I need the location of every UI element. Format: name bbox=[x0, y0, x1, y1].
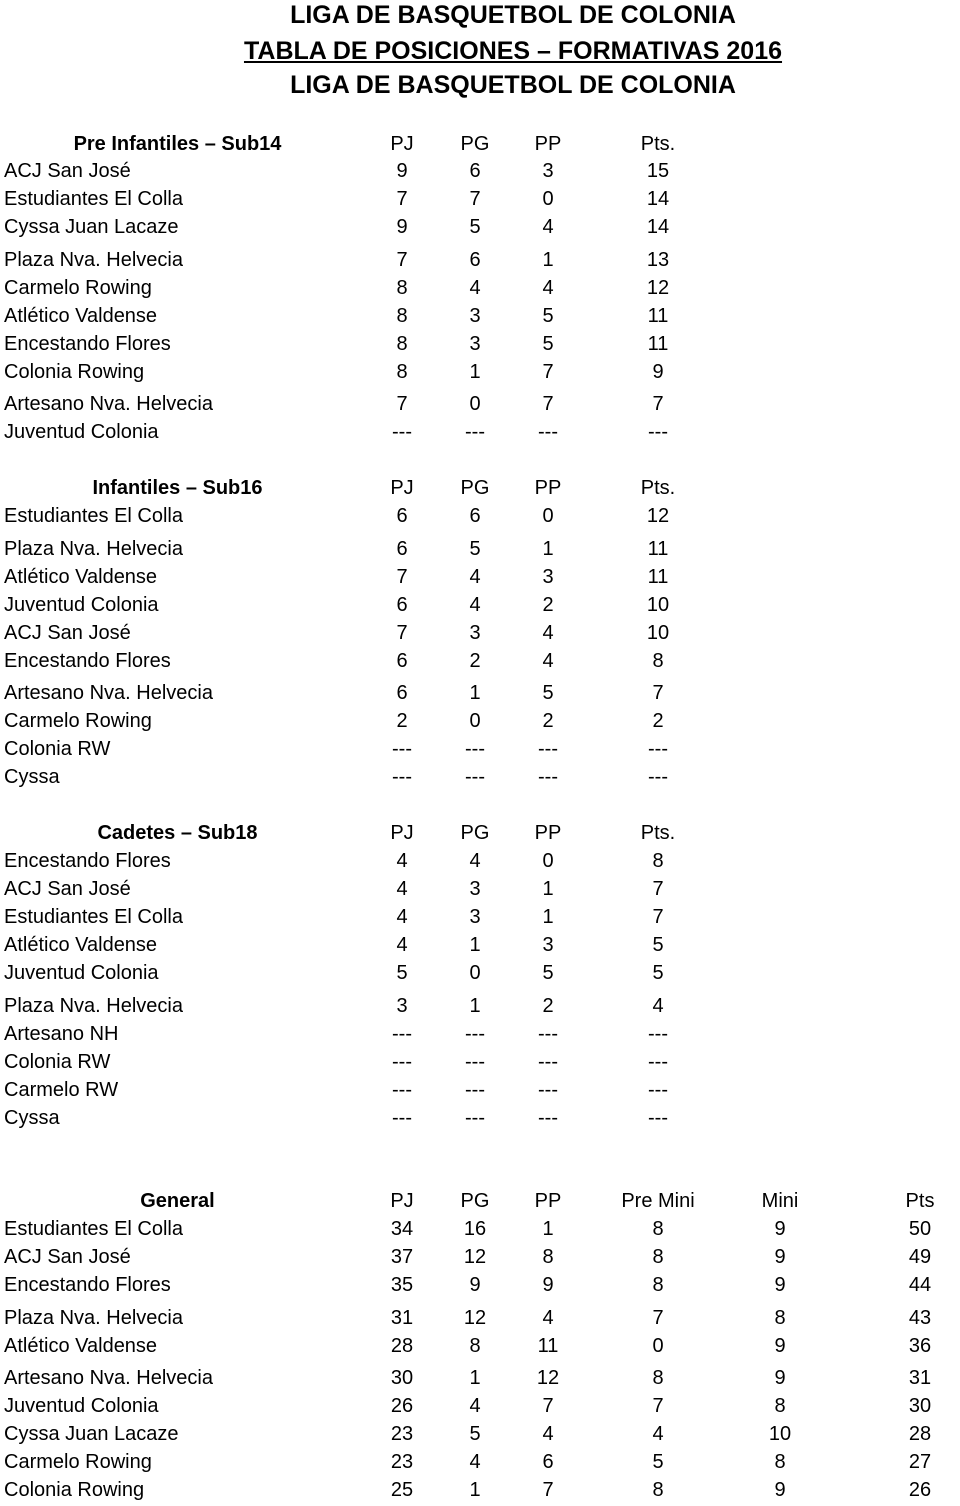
stat-cell: 3 bbox=[469, 878, 481, 900]
column-header: Pts bbox=[905, 1190, 935, 1212]
stat-cell: 1 bbox=[469, 1367, 481, 1389]
column-header: PP bbox=[534, 822, 562, 844]
stat-cell: 4 bbox=[542, 277, 554, 299]
column-header: PJ bbox=[390, 1190, 414, 1212]
section-header bbox=[0, 130, 960, 158]
table-row bbox=[0, 330, 960, 358]
table-row bbox=[0, 390, 960, 418]
stat-cell: 5 bbox=[652, 934, 664, 956]
stat-cell: 4 bbox=[469, 1451, 481, 1473]
table-row bbox=[0, 358, 960, 386]
stat-cell: --- bbox=[392, 1023, 412, 1045]
team-name: Plaza Nva. Helvecia bbox=[4, 1307, 183, 1329]
stat-cell: 11 bbox=[647, 333, 669, 355]
column-header: PJ bbox=[390, 133, 414, 155]
stat-cell: 0 bbox=[469, 393, 481, 415]
stat-cell: 7 bbox=[652, 1307, 664, 1329]
stat-cell: 4 bbox=[469, 566, 481, 588]
stat-cell: --- bbox=[465, 1023, 485, 1045]
team-name: Artesano Nva. Helvecia bbox=[4, 1367, 213, 1389]
team-name: Carmelo RW bbox=[4, 1079, 119, 1101]
table-row bbox=[0, 157, 960, 185]
stat-cell: 4 bbox=[396, 878, 408, 900]
stat-cell: 0 bbox=[652, 1335, 664, 1357]
stat-cell: 3 bbox=[542, 934, 554, 956]
stat-cell: 28 bbox=[908, 1423, 932, 1445]
stat-cell: 8 bbox=[396, 333, 408, 355]
stat-cell: 26 bbox=[390, 1395, 414, 1417]
stat-cell: 30 bbox=[390, 1367, 414, 1389]
stat-cell: 11 bbox=[537, 1335, 559, 1357]
stat-cell: 0 bbox=[542, 850, 554, 872]
stat-cell: 2 bbox=[652, 710, 664, 732]
stat-cell: 10 bbox=[768, 1423, 792, 1445]
column-header: PP bbox=[534, 1190, 562, 1212]
stat-cell: --- bbox=[538, 1023, 558, 1045]
stat-cell: 9 bbox=[774, 1274, 786, 1296]
stat-cell: 14 bbox=[646, 188, 670, 210]
team-name: Cyssa bbox=[4, 1107, 60, 1129]
stat-cell: 23 bbox=[390, 1451, 414, 1473]
stat-cell: --- bbox=[538, 421, 558, 443]
column-header: PP bbox=[534, 477, 562, 499]
stat-cell: 1 bbox=[542, 1218, 554, 1240]
table-row bbox=[0, 931, 960, 959]
standings-title: TABLA DE POSICIONES – FORMATIVAS 2016 bbox=[243, 37, 783, 65]
stat-cell: 1 bbox=[542, 878, 554, 900]
stat-cell: 6 bbox=[542, 1451, 554, 1473]
table-row bbox=[0, 246, 960, 274]
table-row bbox=[0, 875, 960, 903]
section-header bbox=[0, 1187, 960, 1215]
stat-cell: 12 bbox=[646, 505, 670, 527]
league-title: LIGA DE BASQUETBOL DE COLONIA bbox=[290, 1, 736, 29]
stat-cell: 0 bbox=[469, 710, 481, 732]
stat-cell: 28 bbox=[390, 1335, 414, 1357]
stat-cell: 9 bbox=[774, 1367, 786, 1389]
stat-cell: 3 bbox=[469, 622, 481, 644]
stat-cell: 7 bbox=[542, 1479, 554, 1501]
table-row bbox=[0, 1243, 960, 1271]
stat-cell: 7 bbox=[652, 906, 664, 928]
table-row bbox=[0, 763, 960, 791]
team-name: Juventud Colonia bbox=[4, 1395, 159, 1417]
table-row bbox=[0, 1271, 960, 1299]
stat-cell: --- bbox=[465, 421, 485, 443]
stat-cell: 25 bbox=[390, 1479, 414, 1501]
stat-cell: --- bbox=[392, 1107, 412, 1129]
table-row bbox=[0, 1364, 960, 1392]
table-row bbox=[0, 992, 960, 1020]
team-name: Plaza Nva. Helvecia bbox=[4, 995, 183, 1017]
stat-cell: --- bbox=[465, 1107, 485, 1129]
team-name: ACJ San José bbox=[4, 160, 131, 182]
team-name: Plaza Nva. Helvecia bbox=[4, 538, 183, 560]
stat-cell: 7 bbox=[396, 393, 408, 415]
table-row bbox=[0, 535, 960, 563]
team-name: Juventud Colonia bbox=[4, 962, 159, 984]
stat-cell: 3 bbox=[542, 160, 554, 182]
stat-cell: 5 bbox=[542, 333, 554, 355]
stat-cell: --- bbox=[392, 738, 412, 760]
stat-cell: 5 bbox=[652, 962, 664, 984]
team-name: Carmelo Rowing bbox=[4, 277, 152, 299]
stat-cell: 1 bbox=[469, 995, 481, 1017]
table-row bbox=[0, 847, 960, 875]
stat-cell: 1 bbox=[469, 682, 481, 704]
stat-cell: --- bbox=[392, 1051, 412, 1073]
stat-cell: 5 bbox=[469, 216, 481, 238]
team-name: Atlético Valdense bbox=[4, 305, 158, 327]
stat-cell: 4 bbox=[652, 995, 664, 1017]
table-row bbox=[0, 591, 960, 619]
stat-cell: --- bbox=[465, 1079, 485, 1101]
table-row bbox=[0, 274, 960, 302]
stat-cell: 4 bbox=[469, 1395, 481, 1417]
table-row bbox=[0, 707, 960, 735]
stat-cell: --- bbox=[465, 1051, 485, 1073]
stat-cell: 6 bbox=[396, 538, 408, 560]
stat-cell: 4 bbox=[652, 1423, 664, 1445]
section-title: Infantiles – Sub16 bbox=[92, 477, 263, 499]
table-row bbox=[0, 903, 960, 931]
table-row bbox=[0, 1104, 960, 1132]
stat-cell: 5 bbox=[542, 305, 554, 327]
team-name: Estudiantes El Colla bbox=[4, 505, 183, 527]
section-title: General bbox=[140, 1190, 215, 1212]
stat-cell: 12 bbox=[646, 277, 670, 299]
section-title: Pre Infantiles – Sub14 bbox=[73, 133, 282, 155]
stat-cell: --- bbox=[392, 1079, 412, 1101]
stat-cell: 4 bbox=[542, 216, 554, 238]
stat-cell: 1 bbox=[542, 249, 554, 271]
stat-cell: 5 bbox=[542, 682, 554, 704]
team-name: Encestando Flores bbox=[4, 333, 171, 355]
stat-cell: --- bbox=[648, 1023, 668, 1045]
stat-cell: 8 bbox=[652, 850, 664, 872]
stat-cell: 16 bbox=[463, 1218, 487, 1240]
stat-cell: 1 bbox=[542, 538, 554, 560]
stat-cell: 7 bbox=[542, 361, 554, 383]
stat-cell: 8 bbox=[396, 277, 408, 299]
team-name: Encestando Flores bbox=[4, 650, 171, 672]
stat-cell: 8 bbox=[652, 1246, 664, 1268]
column-header: Pre Mini bbox=[621, 1190, 695, 1212]
stat-cell: 12 bbox=[463, 1246, 487, 1268]
section-title: Cadetes – Sub18 bbox=[97, 822, 258, 844]
stat-cell: 6 bbox=[469, 505, 481, 527]
section-header bbox=[0, 474, 960, 502]
stat-cell: 4 bbox=[469, 594, 481, 616]
table-row bbox=[0, 1076, 960, 1104]
team-name: Colonia Rowing bbox=[4, 361, 145, 383]
stat-cell: --- bbox=[648, 1051, 668, 1073]
column-header: PP bbox=[534, 133, 562, 155]
column-header: Pts. bbox=[640, 822, 676, 844]
stat-cell: 11 bbox=[647, 305, 669, 327]
stat-cell: 5 bbox=[542, 962, 554, 984]
team-name: Juventud Colonia bbox=[4, 421, 159, 443]
team-name: Juventud Colonia bbox=[4, 594, 159, 616]
stat-cell: 4 bbox=[396, 850, 408, 872]
stat-cell: 9 bbox=[774, 1479, 786, 1501]
stat-cell: 1 bbox=[469, 1479, 481, 1501]
stat-cell: 6 bbox=[469, 160, 481, 182]
stat-cell: --- bbox=[648, 1107, 668, 1129]
table-row bbox=[0, 1392, 960, 1420]
stat-cell: 4 bbox=[542, 650, 554, 672]
stat-cell: --- bbox=[465, 738, 485, 760]
stat-cell: 8 bbox=[652, 1367, 664, 1389]
stat-cell: 2 bbox=[469, 650, 481, 672]
stat-cell: 7 bbox=[396, 249, 408, 271]
stat-cell: 2 bbox=[396, 710, 408, 732]
stat-cell: 8 bbox=[652, 1274, 664, 1296]
stat-cell: 4 bbox=[396, 906, 408, 928]
stat-cell: 49 bbox=[908, 1246, 932, 1268]
table-row bbox=[0, 1048, 960, 1076]
stat-cell: 26 bbox=[908, 1479, 932, 1501]
stat-cell: 5 bbox=[396, 962, 408, 984]
team-name: Artesano NH bbox=[4, 1023, 119, 1045]
section-header bbox=[0, 819, 960, 847]
table-row bbox=[0, 1448, 960, 1476]
stat-cell: 12 bbox=[463, 1307, 487, 1329]
stat-cell: 4 bbox=[396, 934, 408, 956]
stat-cell: 4 bbox=[542, 1307, 554, 1329]
table-row bbox=[0, 502, 960, 530]
table-row bbox=[0, 1332, 960, 1360]
stat-cell: 7 bbox=[396, 622, 408, 644]
column-header: Pts. bbox=[640, 133, 676, 155]
stat-cell: 0 bbox=[542, 505, 554, 527]
table-row bbox=[0, 1304, 960, 1332]
stat-cell: 6 bbox=[469, 249, 481, 271]
table-row bbox=[0, 1476, 960, 1504]
team-name: Atlético Valdense bbox=[4, 934, 158, 956]
stat-cell: 1 bbox=[542, 906, 554, 928]
team-name: Carmelo Rowing bbox=[4, 1451, 152, 1473]
column-header: Mini bbox=[761, 1190, 799, 1212]
stat-cell: 31 bbox=[390, 1307, 414, 1329]
stat-cell: 8 bbox=[652, 1218, 664, 1240]
stat-cell: 8 bbox=[542, 1246, 554, 1268]
table-row bbox=[0, 418, 960, 446]
stat-cell: 7 bbox=[652, 393, 664, 415]
stat-cell: 6 bbox=[396, 505, 408, 527]
team-name: ACJ San José bbox=[4, 878, 131, 900]
table-row bbox=[0, 563, 960, 591]
team-name: Estudiantes El Colla bbox=[4, 1218, 183, 1240]
team-name: Plaza Nva. Helvecia bbox=[4, 249, 183, 271]
stat-cell: 6 bbox=[396, 650, 408, 672]
team-name: Artesano Nva. Helvecia bbox=[4, 393, 213, 415]
stat-cell: 4 bbox=[542, 622, 554, 644]
table-row bbox=[0, 1215, 960, 1243]
table-row bbox=[0, 647, 960, 675]
stat-cell: 3 bbox=[396, 995, 408, 1017]
team-name: Atlético Valdense bbox=[4, 566, 158, 588]
table-row bbox=[0, 213, 960, 241]
stat-cell: --- bbox=[648, 1079, 668, 1101]
stat-cell: 9 bbox=[396, 160, 408, 182]
stat-cell: 14 bbox=[646, 216, 670, 238]
stat-cell: 7 bbox=[542, 1395, 554, 1417]
stat-cell: --- bbox=[392, 766, 412, 788]
column-header: PG bbox=[460, 1190, 490, 1212]
stat-cell: 8 bbox=[774, 1395, 786, 1417]
team-name: Encestando Flores bbox=[4, 850, 171, 872]
column-header: Pts. bbox=[640, 477, 676, 499]
team-name: Cyssa Juan Lacaze bbox=[4, 216, 179, 238]
team-name: Cyssa bbox=[4, 766, 60, 788]
stat-cell: 13 bbox=[646, 249, 670, 271]
stat-cell: 9 bbox=[774, 1246, 786, 1268]
stat-cell: 8 bbox=[396, 361, 408, 383]
stat-cell: --- bbox=[465, 766, 485, 788]
team-name: Cyssa Juan Lacaze bbox=[4, 1423, 179, 1445]
stat-cell: 7 bbox=[396, 188, 408, 210]
stat-cell: 35 bbox=[390, 1274, 414, 1296]
stat-cell: 10 bbox=[646, 622, 670, 644]
team-name: Colonia RW bbox=[4, 1051, 111, 1073]
stat-cell: 8 bbox=[774, 1307, 786, 1329]
stat-cell: --- bbox=[648, 766, 668, 788]
stat-cell: 36 bbox=[908, 1335, 932, 1357]
stat-cell: 5 bbox=[469, 538, 481, 560]
stat-cell: --- bbox=[538, 738, 558, 760]
stat-cell: 10 bbox=[646, 594, 670, 616]
stat-cell: 8 bbox=[469, 1335, 481, 1357]
stat-cell: 43 bbox=[908, 1307, 932, 1329]
table-row bbox=[0, 679, 960, 707]
stat-cell: --- bbox=[392, 421, 412, 443]
stat-cell: 7 bbox=[652, 878, 664, 900]
stat-cell: 8 bbox=[652, 1479, 664, 1501]
stat-cell: 9 bbox=[652, 361, 664, 383]
team-name: ACJ San José bbox=[4, 1246, 131, 1268]
stat-cell: 8 bbox=[652, 650, 664, 672]
team-name: Colonia Rowing bbox=[4, 1479, 145, 1501]
stat-cell: --- bbox=[648, 421, 668, 443]
stat-cell: 7 bbox=[396, 566, 408, 588]
stat-cell: 9 bbox=[774, 1335, 786, 1357]
team-name: Colonia RW bbox=[4, 738, 111, 760]
team-name: Estudiantes El Colla bbox=[4, 906, 183, 928]
table-row bbox=[0, 1020, 960, 1048]
column-header: PG bbox=[460, 133, 490, 155]
stat-cell: 0 bbox=[542, 188, 554, 210]
stat-cell: 3 bbox=[542, 566, 554, 588]
table-row bbox=[0, 959, 960, 987]
stat-cell: 34 bbox=[390, 1218, 414, 1240]
table-row bbox=[0, 1420, 960, 1448]
stat-cell: 37 bbox=[390, 1246, 414, 1268]
stat-cell: 7 bbox=[542, 393, 554, 415]
stat-cell: 7 bbox=[652, 1395, 664, 1417]
stat-cell: 6 bbox=[396, 682, 408, 704]
stat-cell: 9 bbox=[774, 1218, 786, 1240]
column-header: PJ bbox=[390, 477, 414, 499]
team-name: Estudiantes El Colla bbox=[4, 188, 183, 210]
stat-cell: 44 bbox=[908, 1274, 932, 1296]
stat-cell: 2 bbox=[542, 594, 554, 616]
table-row bbox=[0, 185, 960, 213]
table-row bbox=[0, 735, 960, 763]
team-name: Atlético Valdense bbox=[4, 1335, 158, 1357]
column-header: PJ bbox=[390, 822, 414, 844]
stat-cell: 9 bbox=[396, 216, 408, 238]
stat-cell: 50 bbox=[908, 1218, 932, 1240]
stat-cell: 23 bbox=[390, 1423, 414, 1445]
stat-cell: 4 bbox=[542, 1423, 554, 1445]
stat-cell: --- bbox=[538, 766, 558, 788]
team-name: ACJ San José bbox=[4, 622, 131, 644]
stat-cell: 5 bbox=[652, 1451, 664, 1473]
stat-cell: --- bbox=[648, 738, 668, 760]
stat-cell: 7 bbox=[469, 188, 481, 210]
stat-cell: 3 bbox=[469, 906, 481, 928]
column-header: PG bbox=[460, 477, 490, 499]
stat-cell: 2 bbox=[542, 710, 554, 732]
stat-cell: 27 bbox=[908, 1451, 932, 1473]
stat-cell: 9 bbox=[469, 1274, 481, 1296]
stat-cell: 31 bbox=[908, 1367, 932, 1389]
stat-cell: 12 bbox=[536, 1367, 560, 1389]
stat-cell: 8 bbox=[774, 1451, 786, 1473]
stat-cell: 0 bbox=[469, 962, 481, 984]
stat-cell: 15 bbox=[646, 160, 670, 182]
team-name: Artesano Nva. Helvecia bbox=[4, 682, 213, 704]
stat-cell: 11 bbox=[647, 538, 669, 560]
stat-cell: 11 bbox=[647, 566, 669, 588]
team-name: Encestando Flores bbox=[4, 1274, 171, 1296]
stat-cell: 5 bbox=[469, 1423, 481, 1445]
stat-cell: 3 bbox=[469, 305, 481, 327]
stat-cell: 8 bbox=[396, 305, 408, 327]
table-row bbox=[0, 619, 960, 647]
stat-cell: --- bbox=[538, 1107, 558, 1129]
table-row bbox=[0, 302, 960, 330]
stat-cell: 4 bbox=[469, 850, 481, 872]
stat-cell: --- bbox=[538, 1079, 558, 1101]
stat-cell: 9 bbox=[542, 1274, 554, 1296]
stat-cell: 2 bbox=[542, 995, 554, 1017]
stat-cell: 3 bbox=[469, 333, 481, 355]
stat-cell: 6 bbox=[396, 594, 408, 616]
team-name: Carmelo Rowing bbox=[4, 710, 152, 732]
stat-cell: 7 bbox=[652, 682, 664, 704]
league-subtitle: LIGA DE BASQUETBOL DE COLONIA bbox=[290, 71, 736, 99]
stat-cell: 30 bbox=[908, 1395, 932, 1417]
stat-cell: 1 bbox=[469, 934, 481, 956]
stat-cell: 4 bbox=[469, 277, 481, 299]
stat-cell: 1 bbox=[469, 361, 481, 383]
stat-cell: --- bbox=[538, 1051, 558, 1073]
column-header: PG bbox=[460, 822, 490, 844]
